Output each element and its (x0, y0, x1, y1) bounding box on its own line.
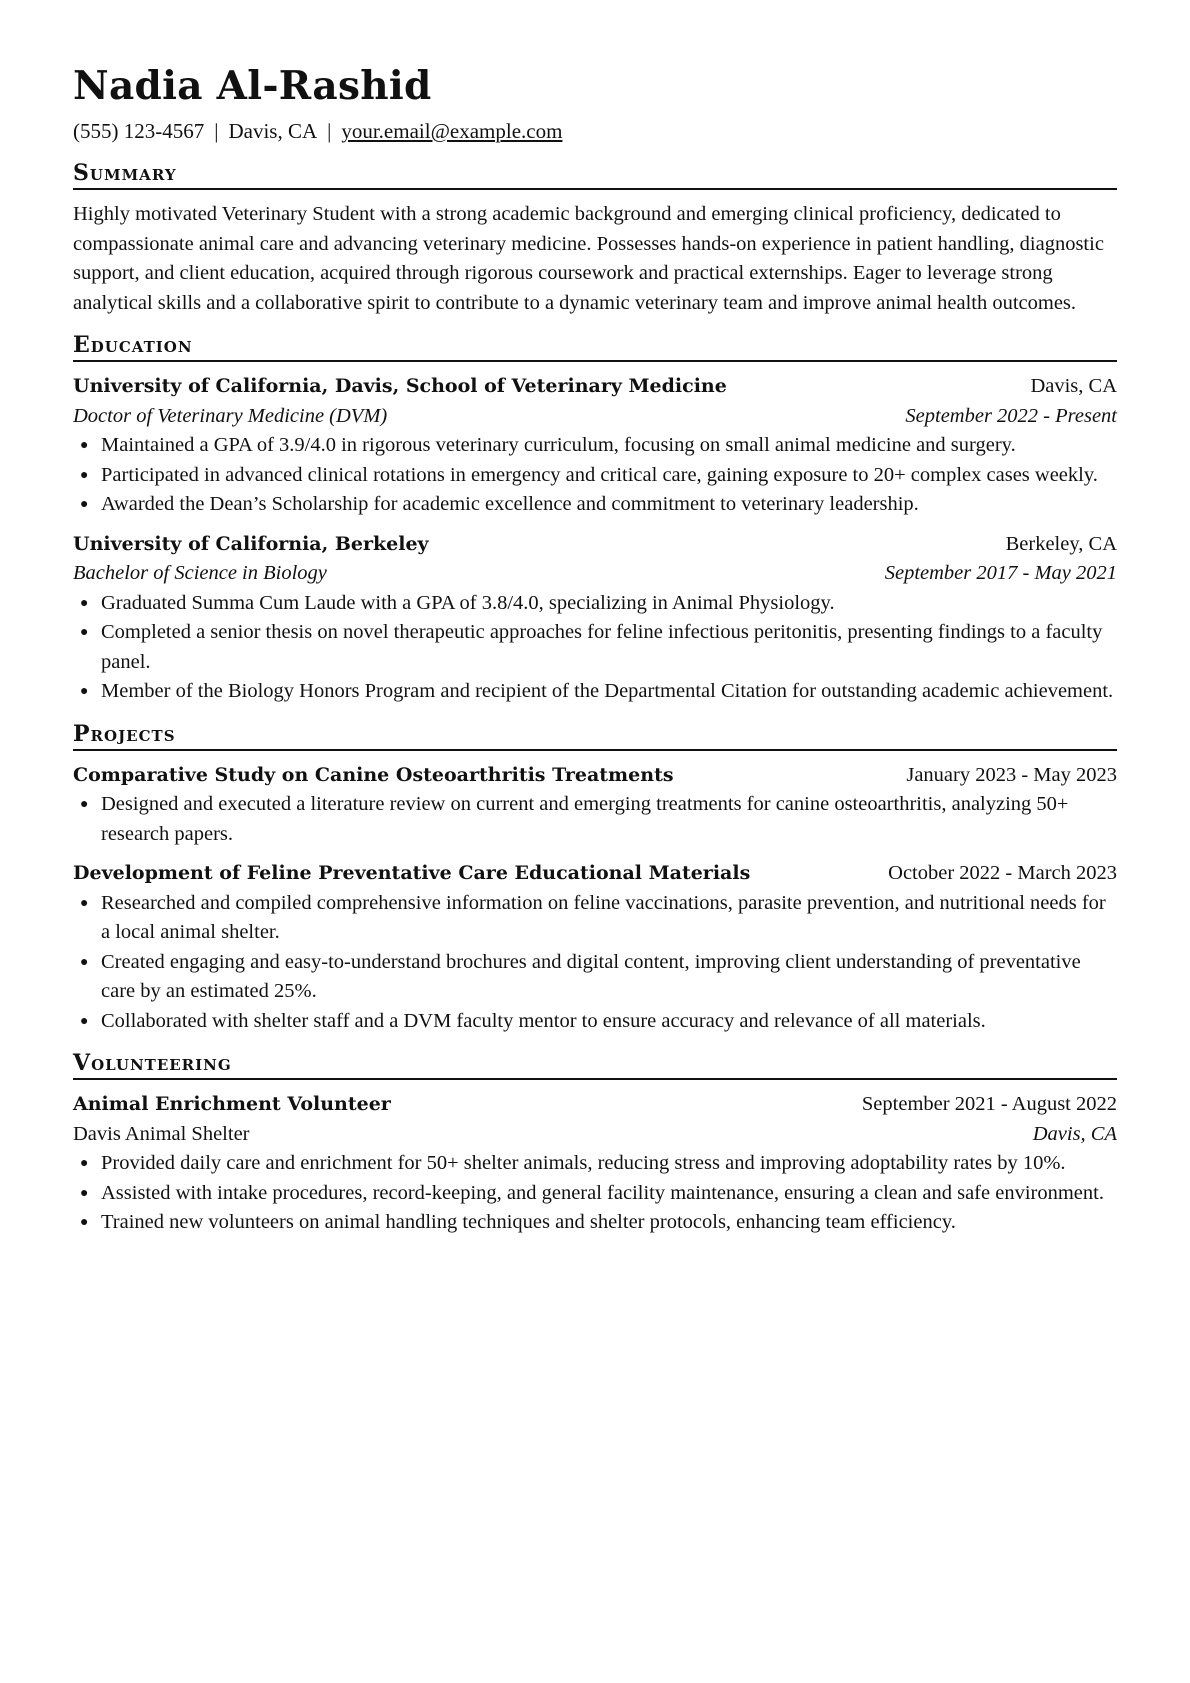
bullet-item: ● Member of the Biology Honors Program and recipient of the Departmental Citation for outstanding academic achievement. (101, 677, 1117, 707)
contact-separator: | (327, 119, 332, 143)
email-link[interactable]: your.email@example.com (341, 119, 563, 143)
institution-location: Berkeley, CA (1005, 532, 1117, 555)
degree-name: Doctor of Veterinary Medicine (DVM) (73, 404, 388, 427)
institution-name: University of California, Davis, School of Veterinary Medicine (73, 375, 727, 397)
bullet-item: ● Created engaging and easy-to-understand brochures and digital content, improving client understanding of preventative care by an estimated 25%. (101, 948, 1117, 1007)
education-entry (73, 530, 1117, 707)
project-entry (73, 859, 1117, 1036)
bullet-icon: ● (80, 438, 89, 453)
volunteer-entry (73, 1090, 1117, 1238)
project-bullets (73, 790, 1117, 849)
education-bullets (73, 589, 1117, 707)
projects-section (73, 719, 1117, 1037)
bullet-icon: ● (80, 625, 89, 640)
volunteer-role: Animal Enrichment Volunteer (73, 1093, 391, 1115)
project-dates: October 2022 - March 2023 (888, 862, 1117, 884)
education-bullets (73, 431, 1117, 520)
education-dates: September 2017 - May 2021 (884, 562, 1117, 584)
volunteer-dates: September 2021 - August 2022 (861, 1093, 1117, 1115)
institution-location: Davis, CA (1030, 375, 1117, 397)
bullet-icon: ● (80, 954, 89, 970)
bullet-icon: ● (80, 1156, 89, 1171)
bullet-icon: ● (80, 1215, 89, 1230)
bullet-icon: ● (80, 895, 89, 911)
bullet-icon: ● (80, 595, 89, 611)
bullet-item: ● Participated in advanced clinical rotations in emergency and critical care, gaining exposure to 20+ complex cases weekly. (101, 461, 1117, 491)
volunteer-location: Davis, CA (1032, 1122, 1117, 1145)
project-name: Development of Feline Preventative Care Educational Materials (73, 862, 751, 884)
bullet-item: ● Completed a senior thesis on novel therapeutic approaches for feline infectious peritonitis, presenting findings to a faculty panel. (101, 618, 1117, 677)
section-title-education: Education (73, 330, 1117, 362)
project-entry (73, 761, 1117, 850)
project-name: Comparative Study on Canine Osteoarthritis Treatments (73, 763, 674, 786)
bullet-item: ● Graduated Summa Cum Laude with a GPA of 3.8/4.0, specializing in Animal Physiology. (101, 589, 1117, 619)
candidate-name: Nadia Al-Rashid (73, 63, 432, 109)
bullet-item: ● Trained new volunteers on animal handling techniques and shelter protocols, enhancing team efficiency. (101, 1208, 1117, 1238)
volunteering-section (73, 1048, 1117, 1238)
bullet-icon: ● (80, 467, 89, 483)
bullet-item: ● Collaborated with shelter staff and a DVM faculty mentor to ensure accuracy and relevance of all materials. (101, 1007, 1117, 1037)
bullet-item: ● Researched and compiled comprehensive information on feline vaccinations, parasite prevention, and nutritional needs for a local animal shelter. (101, 889, 1117, 948)
summary-text: Highly motivated Veterinary Student with a strong academic background and emerging clinical proficiency, dedicated to compassionate animal care and advancing veterinary medicine. Possesses hands-on experience in patient handling, diagnostic support, and client education, acquired through rigorous coursework and practical externships. Eager to leverage strong analytical skills and a collaborative spirit to contribute to a dynamic veterinary team and improve animal health outcomes. (73, 203, 1104, 314)
phone-number: (555) 123-4567 (73, 119, 205, 143)
volunteer-bullets (73, 1149, 1117, 1238)
institution-name: University of California, Berkeley (73, 532, 429, 555)
education-entry (73, 372, 1117, 520)
bullet-item: ● Awarded the Dean’s Scholarship for academic excellence and commitment to veterinary leadership. (101, 490, 1117, 520)
volunteer-organization: Davis Animal Shelter (73, 1122, 250, 1145)
contact-separator: | (214, 119, 219, 143)
section-title-volunteering: Volunteering (73, 1048, 1117, 1080)
bullet-item: ● Maintained a GPA of 3.9/4.0 in rigorous veterinary curriculum, focusing on small animal medicine and surgery. (101, 431, 1117, 461)
contact-line (73, 116, 1117, 146)
bullet-item: ● Assisted with intake procedures, record-keeping, and general facility maintenance, ensuring a clean and safe environment. (101, 1179, 1117, 1209)
section-title-summary: Summary (73, 158, 1117, 190)
bullet-icon: ● (80, 797, 89, 812)
bullet-icon: ● (80, 684, 89, 699)
summary-section (73, 158, 1117, 318)
project-dates: January 2023 - May 2023 (906, 763, 1117, 786)
bullet-icon: ● (80, 1013, 89, 1029)
education-dates: September 2022 - Present (905, 404, 1117, 427)
bullet-icon: ● (80, 1185, 89, 1201)
bullet-item: ● Provided daily care and enrichment for 50+ shelter animals, reducing stress and improving adoptability rates by 10%. (101, 1149, 1117, 1179)
bullet-icon: ● (80, 497, 89, 512)
location: Davis, CA (228, 119, 318, 143)
section-title-projects: Projects (73, 719, 1117, 751)
education-section (73, 330, 1117, 707)
project-bullets (73, 889, 1117, 1037)
degree-name: Bachelor of Science in Biology (73, 562, 327, 584)
bullet-item: ● Designed and executed a literature review on current and emerging treatments for canine osteoarthritis, analyzing 50+ research papers. (101, 790, 1117, 849)
